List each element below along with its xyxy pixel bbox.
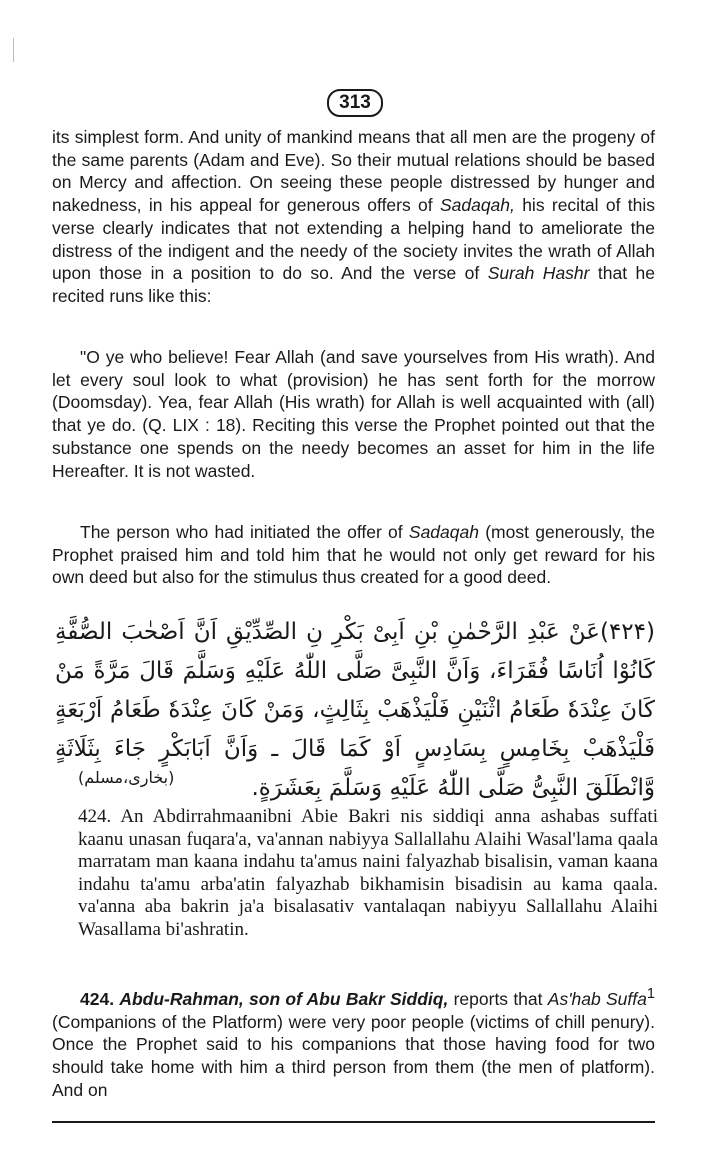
footnote-ref: 1 bbox=[646, 986, 655, 1002]
text-run: his recital of this verse clearly indicates that not extending a helping hand to ameliorate the distress of the indigent and the needy of the society invites the wrath of Allah upon those in a position to do so. And the verse of bbox=[52, 195, 655, 284]
hadith-source: (بخاری،مسلم) bbox=[78, 768, 175, 787]
page-number: 313 bbox=[327, 89, 383, 117]
text-run: The person who had initiated the offer of bbox=[80, 522, 409, 542]
footer-rule bbox=[52, 1121, 655, 1123]
binding-mark bbox=[13, 38, 14, 62]
paragraph-initiator-praise bbox=[52, 521, 655, 589]
text-run: that he recited runs like this: bbox=[52, 263, 655, 306]
text-run: reports that bbox=[448, 988, 548, 1009]
hadith-arabic-text: (۴۲۴)عَنْ عَبْدِ الرَّحْمٰنِ بْنِ اَبِیْ بَکْرِ نِ الصِّدِّیْقِ اَنَّ اَصْحٰبَ الصُّفَّةِ کَانُوْا اُنَاسًا فُقَرَاءَ، وَاَنَّ النَّبِیَّ صَلَّی اللّٰهُ عَلَیْهِ وَسَلَّمَ قَالَ مَرَّةً مَنْ کَانَ عِنْدَهٗ طَعَامُ اثْنَیْنِ فَلْیَذْهَبْ بِثَالِثٍ، وَمَنْ کَانَ عِنْدَهٗ طَعَامُ اَرْبَعَةٍ فَلْیَذْهَبْ بِخَامِسٍ بِسَادِسٍ اَوْ کَمَا قَالَ ـ وَاَنَّ اَبَابَکْرٍ جَاءَ بِثَلَاثَةٍ وَّانْطَلَقَ النَّبِیُّ صَلَّی اللّٰهُ عَلَیْهِ وَسَلَّمَ بِعَشَرَةٍ. bbox=[55, 619, 655, 801]
term-ashab-suffa: As'hab Suffa bbox=[547, 988, 647, 1009]
paragraph-hadith-translation bbox=[52, 983, 655, 1101]
text-run: its simplest form. And unity of mankind means that all men are the progeny of the same parents (Adam and Eve). So their mutual relations should be based on Mercy and affection. On seeing these people distressed by hunger and nakedness, in his appeal for generous offers of bbox=[52, 127, 655, 216]
text-run: (Companions of the Platform) were very poor people (victims of chill penury). Once the Prophet said to his companions that those having food for two should take home with him a third person from them (the men of platform). And on bbox=[52, 1011, 655, 1100]
term-surah-hashr: Surah Hashr bbox=[487, 263, 590, 284]
text-run: (most generously, the Prophet praised him and told him that he would not only get reward for his own deed but also for the stimulus thus created for a good deed. bbox=[52, 522, 655, 588]
hadith-number: 424. bbox=[80, 988, 115, 1009]
paragraph-sadaqah-context bbox=[52, 126, 655, 308]
hadith-transliteration: 424. An Abdirrahmaanibni Abie Bakri nis siddiqi anna ashabas suffati kaanu unasan fuqara'a, va'annan nabiyya Sallallahu Alaihi Wasal'lama qaala marratam man kaana indahu ta'amus naini falyazhab bisalisin, vaman kaana indahu ta'amu arba'atin falyazhab bikhamisin bisadisin au kama qaala. va'anna aba bakrin ja'a bisalasativ vantalaqan nabiyyu Sallallahu Alaihi Wasallama bi'ashratin. bbox=[78, 806, 658, 940]
term-sadaqah: Sadaqah, bbox=[439, 195, 515, 216]
paragraph-quran-verse: "O ye who believe! Fear Allah (and save yourselves from His wrath). And let every soul look to what (provision) he has sent forth for the morrow (Doomsday). Yea, fear Allah (His wrath) for Allah is well acquainted with (all) that ye do. (Q. LIX : 18). Reciting this verse the Prophet pointed out that the substance one spends on the needy becomes an asset for him in the life Hereafter. It is not wasted. bbox=[52, 347, 655, 481]
narrator-name: Abdu-Rahman, son of Abu Bakr Siddiq, bbox=[119, 988, 449, 1009]
term-sadaqah: Sadaqah bbox=[408, 522, 479, 542]
